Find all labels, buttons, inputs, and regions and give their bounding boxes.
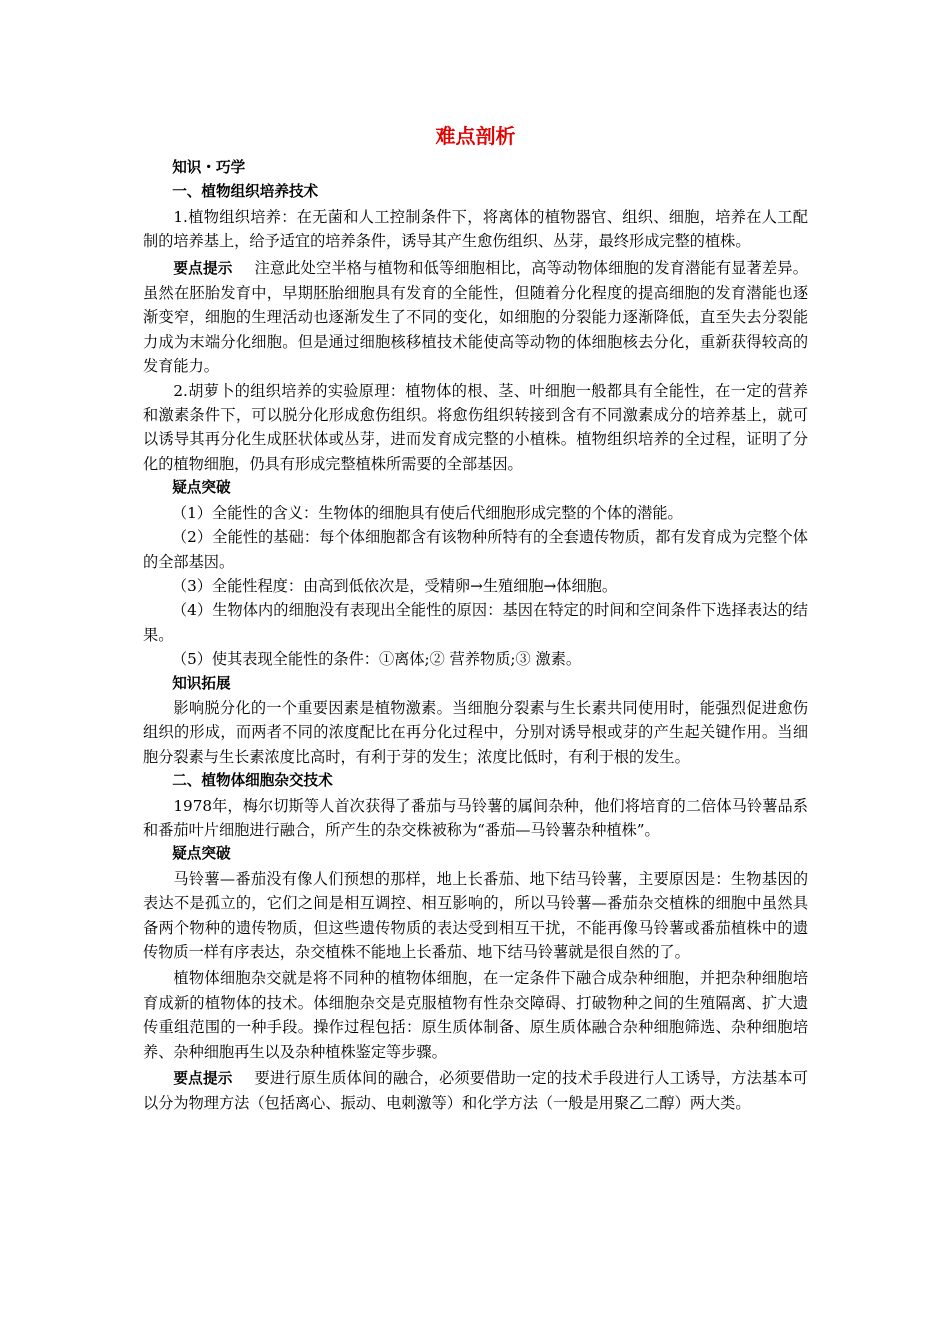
document-page: [143, 118, 808, 1116]
point-1: （1）全能性的含义：生物体的细胞具有使后代细胞形成完整的个体的潜能。: [171, 503, 683, 522]
point-4: （4）生物体内的细胞没有表现出全能性的原因：基因在特定的时间和空间条件下选择表达的结果。: [143, 601, 808, 644]
part2-heading: 二、植物体细胞杂交技术: [172, 772, 333, 790]
point-2: （2）全能性的基础：每个体细胞都含有该物种所特有的全套遗传物质，都有发育成为完整个体的全部基因。: [143, 528, 808, 571]
point-3: （3）全能性程度：由高到低依次是，受精卵→生殖细胞→体细胞。: [171, 576, 618, 595]
doubt-heading-2: 疑点突破: [172, 845, 231, 863]
part2-paragraph-1: 1978年，梅尔切斯等人首次获得了番茄与马铃薯的属间杂种，他们将培育的二倍体马铃薯品系和番茄叶片细胞进行融合，所产生的杂交株被称为“番茄—马铃薯杂种植株”。: [143, 796, 808, 839]
part1-paragraph-1: 1.植物组织培养：在无菌和人工控制条件下，将离体的植物器官、组织、细胞，培养在人工配制的培养基上，给予适宜的培养条件，诱导其产生愈伤组织、丛芽，最终形成完整的植株。: [143, 207, 808, 251]
part1-paragraph-2: 2.胡萝卜的组织培养的实验原理：植物体的根、茎、叶细胞一般都具有全能性，在一定的营养和激素条件下，可以脱分化形成愈伤组织。将愈伤组织转接到含有不同激素成分的培养基上，就可以诱导其再分化生成胚状体或丛芽，进而发育成完整的小植株。植物组织培养的全过程，证明了分化的植物细胞，仍具有形成完整植株所需要的全部基因。: [143, 381, 808, 473]
part1-tip: [143, 256, 808, 379]
part2-paragraph-2: 植物体细胞杂交就是将不同种的植物体细胞，在一定条件下融合成杂种细胞，并把杂种细胞培育成新的植物体的技术。体细胞杂交是克服植物有性杂交障碍、打破物种之间的生殖隔离、扩大遗传重组范围的一种手段。操作过程包括：原生质体制备、原生质体融合杂种细胞筛选、杂种细胞培养、杂种细胞再生以及杂种植株鉴定等步骤。: [143, 969, 808, 1061]
expand-heading: 知识拓展: [172, 674, 231, 692]
part2-tip: [143, 1066, 808, 1116]
part1-heading: 一、植物组织培养技术: [172, 183, 319, 201]
doubt-heading-1: 疑点突破: [172, 479, 231, 497]
tip-text-2: 要进行原生质体间的融合，必须要借助一定的技术手段进行人工诱导，方法基本可以分为物理方法（包括离心、振动、电刺激等）和化学方法（一般是用聚乙二醇）两大类。: [143, 1069, 808, 1113]
tip-text: 注意此处空半格与植物和低等细胞相比，高等动物体细胞的发育潜能有显著差异。虽然在胚胎发育中，早期胚胎细胞具有发育的全能性，但随着分化程度的提高细胞的发育潜能也逐渐变窄，细胞的生理活动也逐渐发生了不同的变化，如细胞的分裂能力逐渐降低，直至失去分裂能力成为末端分化细胞。但是通过细胞核移植技术能使高等动物的体细胞核去分化，重新获得较高的发育能力。: [143, 258, 808, 376]
doubt-text-2: 马铃薯—番茄没有像人们预想的那样，地上长番茄、地下结马铃薯，主要原因是：生物基因的表达不是孤立的，它们之间是相互调控、相互影响的，所以马铃薯—番茄杂交植株的细胞中虽然具备两个物种的遗传物质，但这些遗传物质的表达受到相互干扰，不能再像马铃薯或番茄植株中的遗传物质一样有序表达，杂交植株不能地上长番茄、地下结马铃薯就是很自然的了。: [143, 869, 808, 961]
point-5: （5）使其表现全能性的条件：①离体;② 营养物质;③ 激素。: [171, 650, 582, 669]
expand-text: 影响脱分化的一个重要因素是植物激素。当细胞分裂素与生长素共同使用时，能强烈促进愈伤组织的形成，而两者不同的浓度配比在再分化过程中，分别对诱导根或芽的产生起关键作用。当细胞分裂素与生长素浓度比高时，有利于芽的发生；浓度比低时，有利于根的发生。: [143, 698, 808, 766]
section-label: 知识・巧学: [172, 159, 246, 176]
tip-label-2: 要点提示: [173, 1070, 233, 1088]
page-title: 难点剖析: [435, 124, 516, 148]
tip-label: 要点提示: [173, 259, 233, 277]
